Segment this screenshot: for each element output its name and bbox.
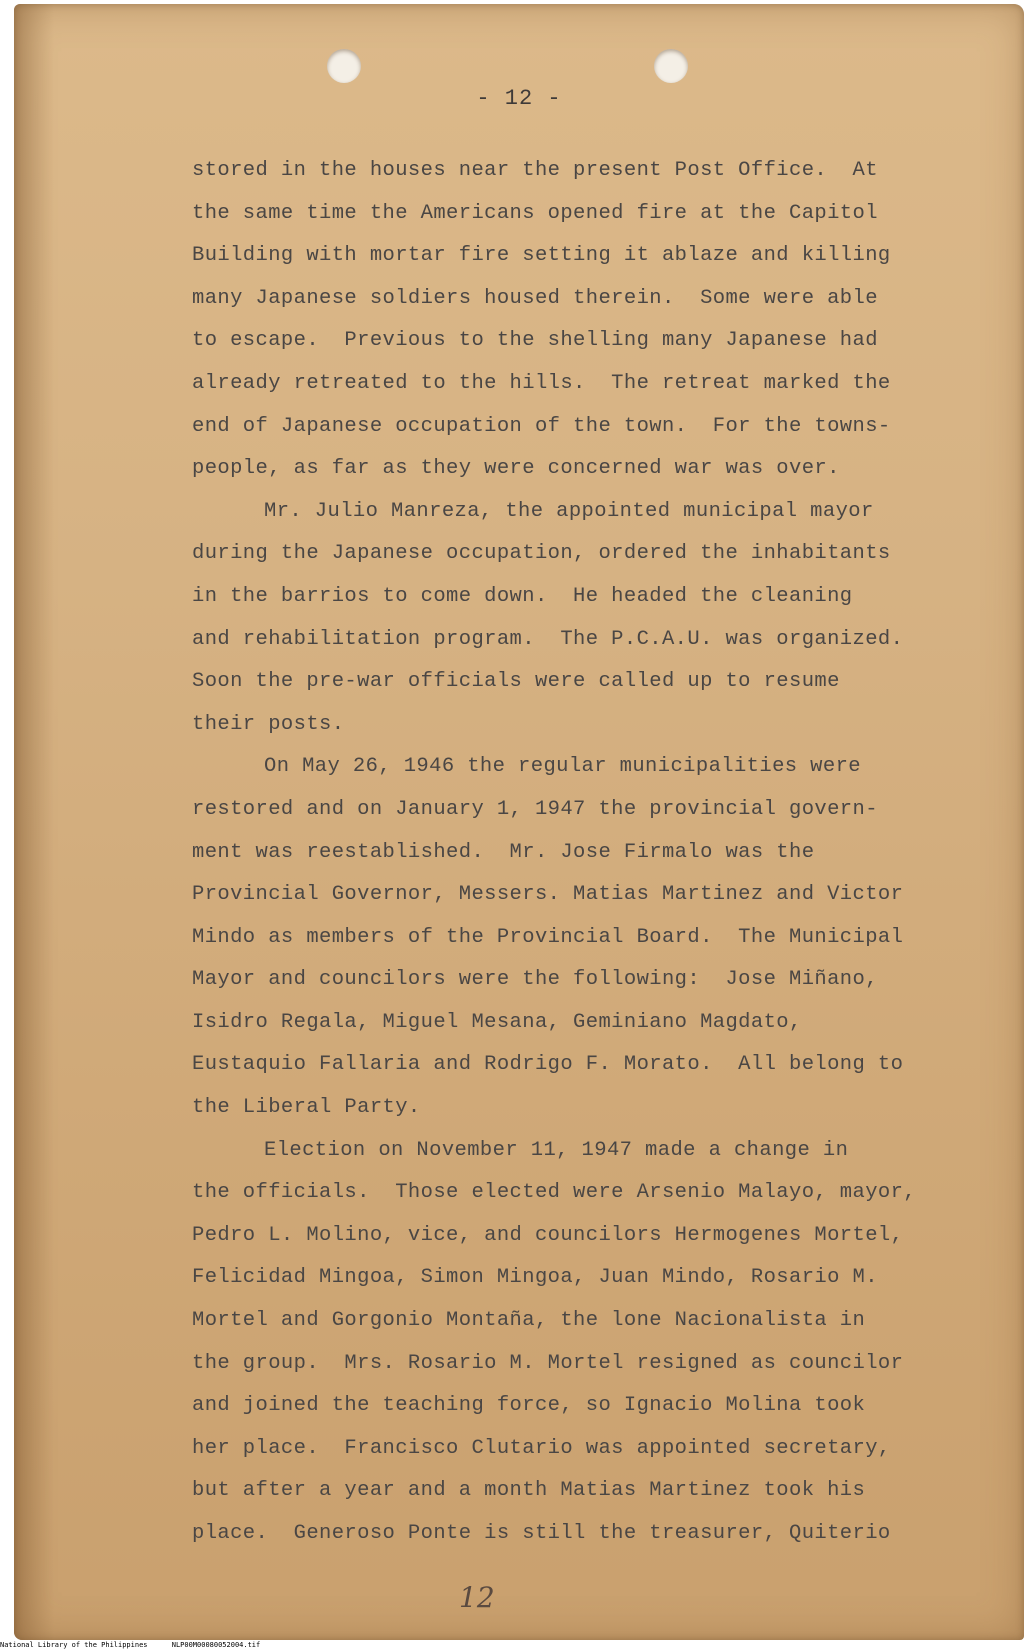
footer-institution: National Library of the Philippines [0, 1641, 148, 1649]
text-line: Mayor and councilors were the following: Jose Miñano, [192, 968, 878, 992]
punch-hole-right [654, 49, 688, 83]
text-line: Eustaquio Fallaria and Rodrigo F. Morato. All belong to [192, 1053, 904, 1077]
text-line: their posts. [192, 712, 345, 736]
text-line: Provincial Governor, Messers. Matias Martinez and Victor [192, 883, 904, 907]
text-line: her place. Francisco Clutario was appointed secretary, [192, 1436, 891, 1460]
punch-hole-left [327, 49, 361, 83]
footer-file-id: NLP00M00080052004.tif [171, 1641, 261, 1649]
typewritten-text [192, 150, 932, 1556]
text-line: Felicidad Mingoa, Simon Mingoa, Juan Mindo, Rosario M. [192, 1266, 878, 1290]
text-line: On May 26, 1946 the regular municipalities were [264, 755, 861, 779]
text-line: but after a year and a month Matias Martinez took his [192, 1479, 866, 1503]
text-line: Election on November 11, 1947 made a change in [264, 1138, 849, 1162]
text-line: during the Japanese occupation, ordered the inhabitants [192, 542, 891, 566]
text-line: already retreated to the hills. The retreat marked the [192, 371, 891, 395]
document-page [14, 4, 1024, 1640]
handwritten-page-number: 12 [459, 1581, 495, 1614]
text-line: the same time the Americans opened fire at the Capitol [192, 201, 878, 225]
text-line: stored in the houses near the present Post Office. At [192, 159, 878, 182]
text-line: restored and on January 1, 1947 the provincial govern- [192, 797, 878, 821]
text-line: the group. Mrs. Rosario M. Mortel resigned as councilor [192, 1351, 904, 1375]
text-line: and rehabilitation program. The P.C.A.U. was organized. [192, 627, 904, 651]
text-line: Mr. Julio Manreza, the appointed municipal mayor [264, 499, 874, 523]
text-line: the officials. Those elected were Arsenio Malayo, mayor, [192, 1181, 917, 1205]
text-line: end of Japanese occupation of the town. For the towns- [192, 414, 891, 438]
text-line: Isidro Regala, Miguel Mesana, Geminiano Magdato, [192, 1010, 802, 1034]
text-line: Mortel and Gorgonio Montaña, the lone Nacionalista in [192, 1309, 866, 1333]
text-line: Soon the pre-war officials were called up to resume [192, 670, 840, 694]
text-line: in the barrios to come down. He headed the cleaning [192, 584, 853, 608]
page-number: - 12 - [476, 86, 562, 111]
text-line: the Liberal Party. [192, 1096, 421, 1120]
text-line: people, as far as they were concerned war was over. [192, 457, 840, 481]
text-line: Mindo as members of the Provincial Board. The Municipal [192, 925, 904, 949]
text-line: many Japanese soldiers housed therein. Some were able [192, 286, 878, 310]
text-line: and joined the teaching force, so Ignacio Molina took [192, 1394, 866, 1418]
text-line: place. Generoso Ponte is still the treasurer, Quiterio [192, 1522, 891, 1545]
text-line: Building with mortar fire setting it ablaze and killing [192, 244, 891, 268]
text-line: ment was reestablished. Mr. Jose Firmalo was the [192, 840, 815, 864]
scan-footer [0, 1640, 1033, 1650]
text-line: to escape. Previous to the shelling many Japanese had [192, 329, 878, 353]
text-line: Pedro L. Molino, vice, and councilors Hermogenes Mortel, [192, 1223, 904, 1247]
